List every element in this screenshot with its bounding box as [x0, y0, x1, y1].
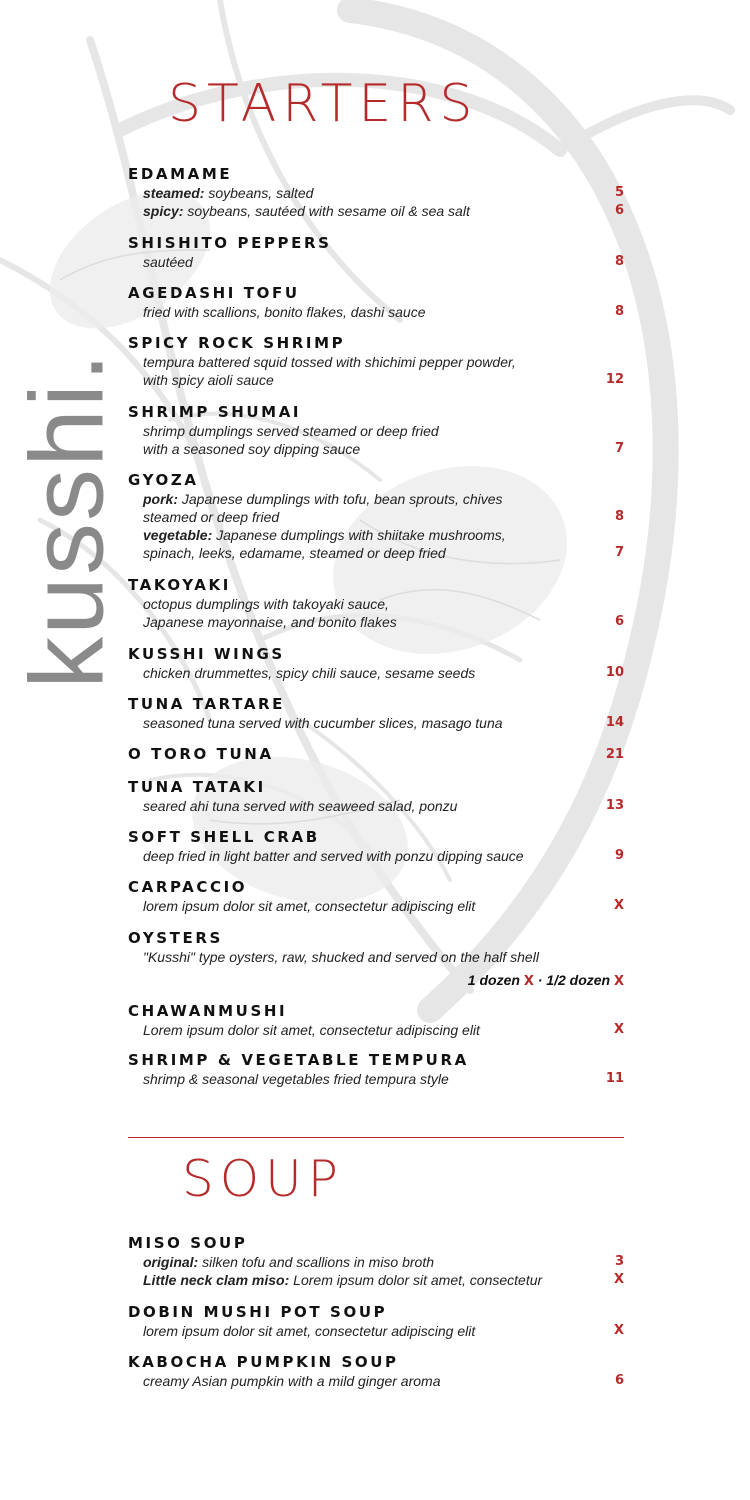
menu-item-name: [128, 1353, 624, 1372]
menu-item: [128, 334, 624, 389]
menu-item-description: [128, 544, 624, 562]
menu-item-description-text: creamy Asian pumpkin with a mild ginger aroma: [143, 1373, 441, 1389]
brand-logo: [9, 330, 126, 710]
menu-item-description-text: shrimp & seasonal vegetables fried tempura style: [143, 1071, 449, 1087]
menu-item-description-text: Lorem ipsum dolor sit amet, consectetur: [289, 1272, 543, 1288]
menu-item-title: O TORO TUNA: [128, 745, 274, 763]
section-divider: [128, 1137, 624, 1138]
menu-item-name: [128, 334, 624, 353]
menu-item-name: [128, 284, 624, 303]
menu-item-price: 7: [614, 441, 624, 456]
menu-item-description: [128, 371, 624, 389]
menu-item: [128, 828, 624, 865]
menu-item-variant-label: original:: [143, 1254, 199, 1270]
menu-item-variant-label: Little neck clam miso:: [143, 1272, 290, 1288]
menu-item-description: [128, 422, 624, 440]
menu-item-price: 3: [614, 1254, 624, 1269]
menu-item: [128, 576, 624, 631]
menu-item-title: CHAWANMUSHI: [128, 1002, 288, 1020]
menu-item-price: 6: [614, 1373, 624, 1388]
menu-item-price: 8: [614, 254, 624, 269]
menu-item-price: 6: [614, 614, 624, 629]
menu-item-description: [128, 714, 624, 732]
menu-item-title: TUNA TATAKI: [128, 778, 266, 796]
menu-item-description-text: soybeans, sautéed with sesame oil & sea salt: [183, 203, 470, 219]
menu-item: [128, 1303, 624, 1340]
menu-item-description: [128, 897, 624, 915]
menu-item-title: SHISHITO PEPPERS: [128, 234, 332, 252]
menu-item-title: KUSSHI WINGS: [128, 645, 285, 663]
menu-item-description-text: sautéed: [143, 254, 193, 270]
menu-item-description-text: seared ahi tuna served with seaweed salad, ponzu: [143, 798, 458, 814]
menu-item-description: [128, 948, 624, 966]
menu-item-title: SPICY ROCK SHRIMP: [128, 334, 346, 352]
menu-item: [128, 778, 624, 815]
menu-item-description-text: fried with scallions, bonito flakes, dashi sauce: [143, 304, 426, 320]
menu-item-description-text: octopus dumplings with takoyaki sauce,: [143, 596, 389, 612]
menu-item-description-text: with spicy aioli sauce: [143, 372, 274, 388]
menu-item-description-text: chicken drummettes, spicy chili sauce, sesame seeds: [143, 665, 476, 681]
menu-item-name: [128, 1051, 624, 1070]
menu-item-name: [128, 645, 624, 664]
menu-item: [128, 234, 624, 271]
menu-item: [128, 929, 624, 991]
menu-item-price: X: [613, 1272, 624, 1287]
menu-item: [128, 1234, 624, 1289]
menu-item-description: [128, 1070, 624, 1088]
menu-item-description-text: Japanese dumplings with shiitake mushrooms,: [212, 527, 506, 543]
menu-item-description: [128, 303, 624, 321]
menu-item-description: [128, 847, 624, 865]
menu-item-price: 7: [614, 545, 624, 560]
menu-item-description: [128, 1372, 624, 1390]
menu-item-price: 8: [614, 304, 624, 319]
menu-item-description-text: Japanese mayonnaise, and bonito flakes: [143, 614, 397, 630]
menu-item-name: [128, 234, 624, 253]
menu-item-description: [128, 1021, 624, 1039]
menu-item-price: 8: [614, 509, 624, 524]
menu-item-name: [128, 576, 624, 595]
menu-item-price: 12: [605, 372, 624, 387]
menu-item: [128, 1051, 624, 1088]
menu-item-price: X: [613, 1022, 624, 1037]
menu-item-name: [128, 1303, 624, 1322]
menu-item-description: [128, 664, 624, 682]
menu-item-description: [128, 353, 624, 371]
menu-item-description: [128, 440, 624, 458]
menu-item-title: SHRIMP & VEGETABLE TEMPURA: [128, 1051, 469, 1069]
menu-item-variant-label: spicy:: [143, 203, 184, 219]
option-price: X: [523, 974, 534, 989]
menu-item-title: GYOZA: [128, 471, 199, 489]
menu-item-options: [128, 971, 624, 991]
menu-item-title: MISO SOUP: [128, 1234, 248, 1252]
option-price: X: [613, 974, 624, 989]
menu-item-name: [128, 695, 624, 714]
menu-item-title: SOFT SHELL CRAB: [128, 828, 320, 846]
menu-item-description-text: soybeans, salted: [204, 185, 314, 201]
menu-item-description: [128, 184, 624, 202]
option-label: · 1/2 dozen: [533, 972, 614, 988]
menu-item-description-text: lorem ipsum dolor sit amet, consectetur adipiscing elit: [143, 898, 476, 914]
menu-item-description: [128, 202, 624, 220]
menu-item-name: [128, 929, 624, 948]
menu-item: [128, 745, 624, 764]
menu-item-name: [128, 1234, 624, 1253]
menu-item-price: 5: [614, 185, 624, 200]
menu-item: [128, 165, 624, 220]
menu-item: [128, 403, 624, 458]
menu-item-name: [128, 745, 624, 764]
menu-item: [128, 695, 624, 732]
menu-item-price: X: [613, 1323, 624, 1338]
menu-item-description-text: tempura battered squid tossed with shichimi pepper powder,: [143, 354, 516, 370]
menu-item-title: DOBIN MUSHI POT SOUP: [128, 1303, 388, 1321]
menu-item-title: TUNA TARTARE: [128, 695, 286, 713]
menu-item-description-text: spinach, leeks, edamame, steamed or deep fried: [143, 545, 446, 561]
menu-item-name: [128, 828, 624, 847]
menu-item-description-text: Japanese dumplings with tofu, bean sprouts, chives: [178, 491, 503, 507]
menu-item-price: 9: [614, 848, 624, 863]
menu-item-description-text: silken tofu and scallions in miso broth: [198, 1254, 435, 1270]
menu-item-price: 6: [614, 203, 624, 218]
menu-item-description-text: Lorem ipsum dolor sit amet, consectetur adipiscing elit: [143, 1022, 480, 1038]
menu-item-name: [128, 878, 624, 897]
menu-item-description-text: shrimp dumplings served steamed or deep fried: [143, 423, 439, 439]
menu-item: [128, 645, 624, 682]
menu-item-description: [128, 797, 624, 815]
menu-item-description: [128, 490, 624, 508]
menu-item-description: [128, 253, 624, 271]
menu-item-description-text: "Kusshi" type oysters, raw, shucked and served on the half shell: [143, 949, 539, 965]
menu-item-price: X: [613, 898, 624, 913]
menu-item-name: [128, 403, 624, 422]
menu-item-name: [128, 471, 624, 490]
menu-item-title: CARPACCIO: [128, 878, 248, 896]
menu-item: [128, 1002, 624, 1039]
menu-item-title: KABOCHA PUMPKIN SOUP: [128, 1353, 399, 1371]
menu-item-description-text: with a seasoned soy dipping sauce: [143, 441, 361, 457]
menu-item-variant-label: steamed:: [143, 185, 205, 201]
menu-item-name: [128, 165, 624, 184]
menu-item: [128, 284, 624, 321]
menu-item-title: SHRIMP SHUMAI: [128, 403, 302, 421]
menu-item-variant-label: pork:: [143, 491, 178, 507]
brand-wordmark: kusshi.: [9, 351, 126, 689]
menu-item-title: AGEDASHI TOFU: [128, 284, 300, 302]
menu-item-description: [128, 1253, 624, 1271]
menu-item: [128, 471, 624, 562]
menu-item-title: EDAMAME: [128, 165, 233, 183]
menu-item-description: [128, 1271, 624, 1289]
menu-item-description: [128, 1322, 624, 1340]
menu-item-description-text: lorem ipsum dolor sit amet, consectetur adipiscing elit: [143, 1323, 476, 1339]
soup-section-title: SOUP: [182, 1150, 344, 1208]
menu-item-price: 21: [605, 747, 624, 762]
menu-item-description-text: steamed or deep fried: [143, 509, 280, 525]
menu-item-price: 11: [605, 1071, 624, 1086]
menu-item-description-text: seasoned tuna served with cucumber slices, masago tuna: [143, 715, 503, 731]
menu-item-description-text: deep fried in light batter and served with ponzu dipping sauce: [143, 848, 524, 864]
menu-item-price: 10: [605, 665, 624, 680]
menu-item-description: [128, 613, 624, 631]
menu-item-price: 13: [605, 798, 624, 813]
option-label: 1 dozen: [467, 972, 524, 988]
menu-item-price: 14: [605, 715, 624, 730]
menu-item-title: OYSTERS: [128, 929, 223, 947]
menu-item-description: [128, 508, 624, 526]
menu-item-description: [128, 595, 624, 613]
menu-item: [128, 1353, 624, 1390]
menu-item-name: [128, 778, 624, 797]
menu-item-description: [128, 526, 624, 544]
menu-item-variant-label: vegetable:: [143, 527, 213, 543]
menu-item-name: [128, 1002, 624, 1021]
starters-section-title: STARTERS: [168, 74, 479, 134]
menu-item-title: TAKOYAKI: [128, 576, 231, 594]
menu-item: [128, 878, 624, 915]
